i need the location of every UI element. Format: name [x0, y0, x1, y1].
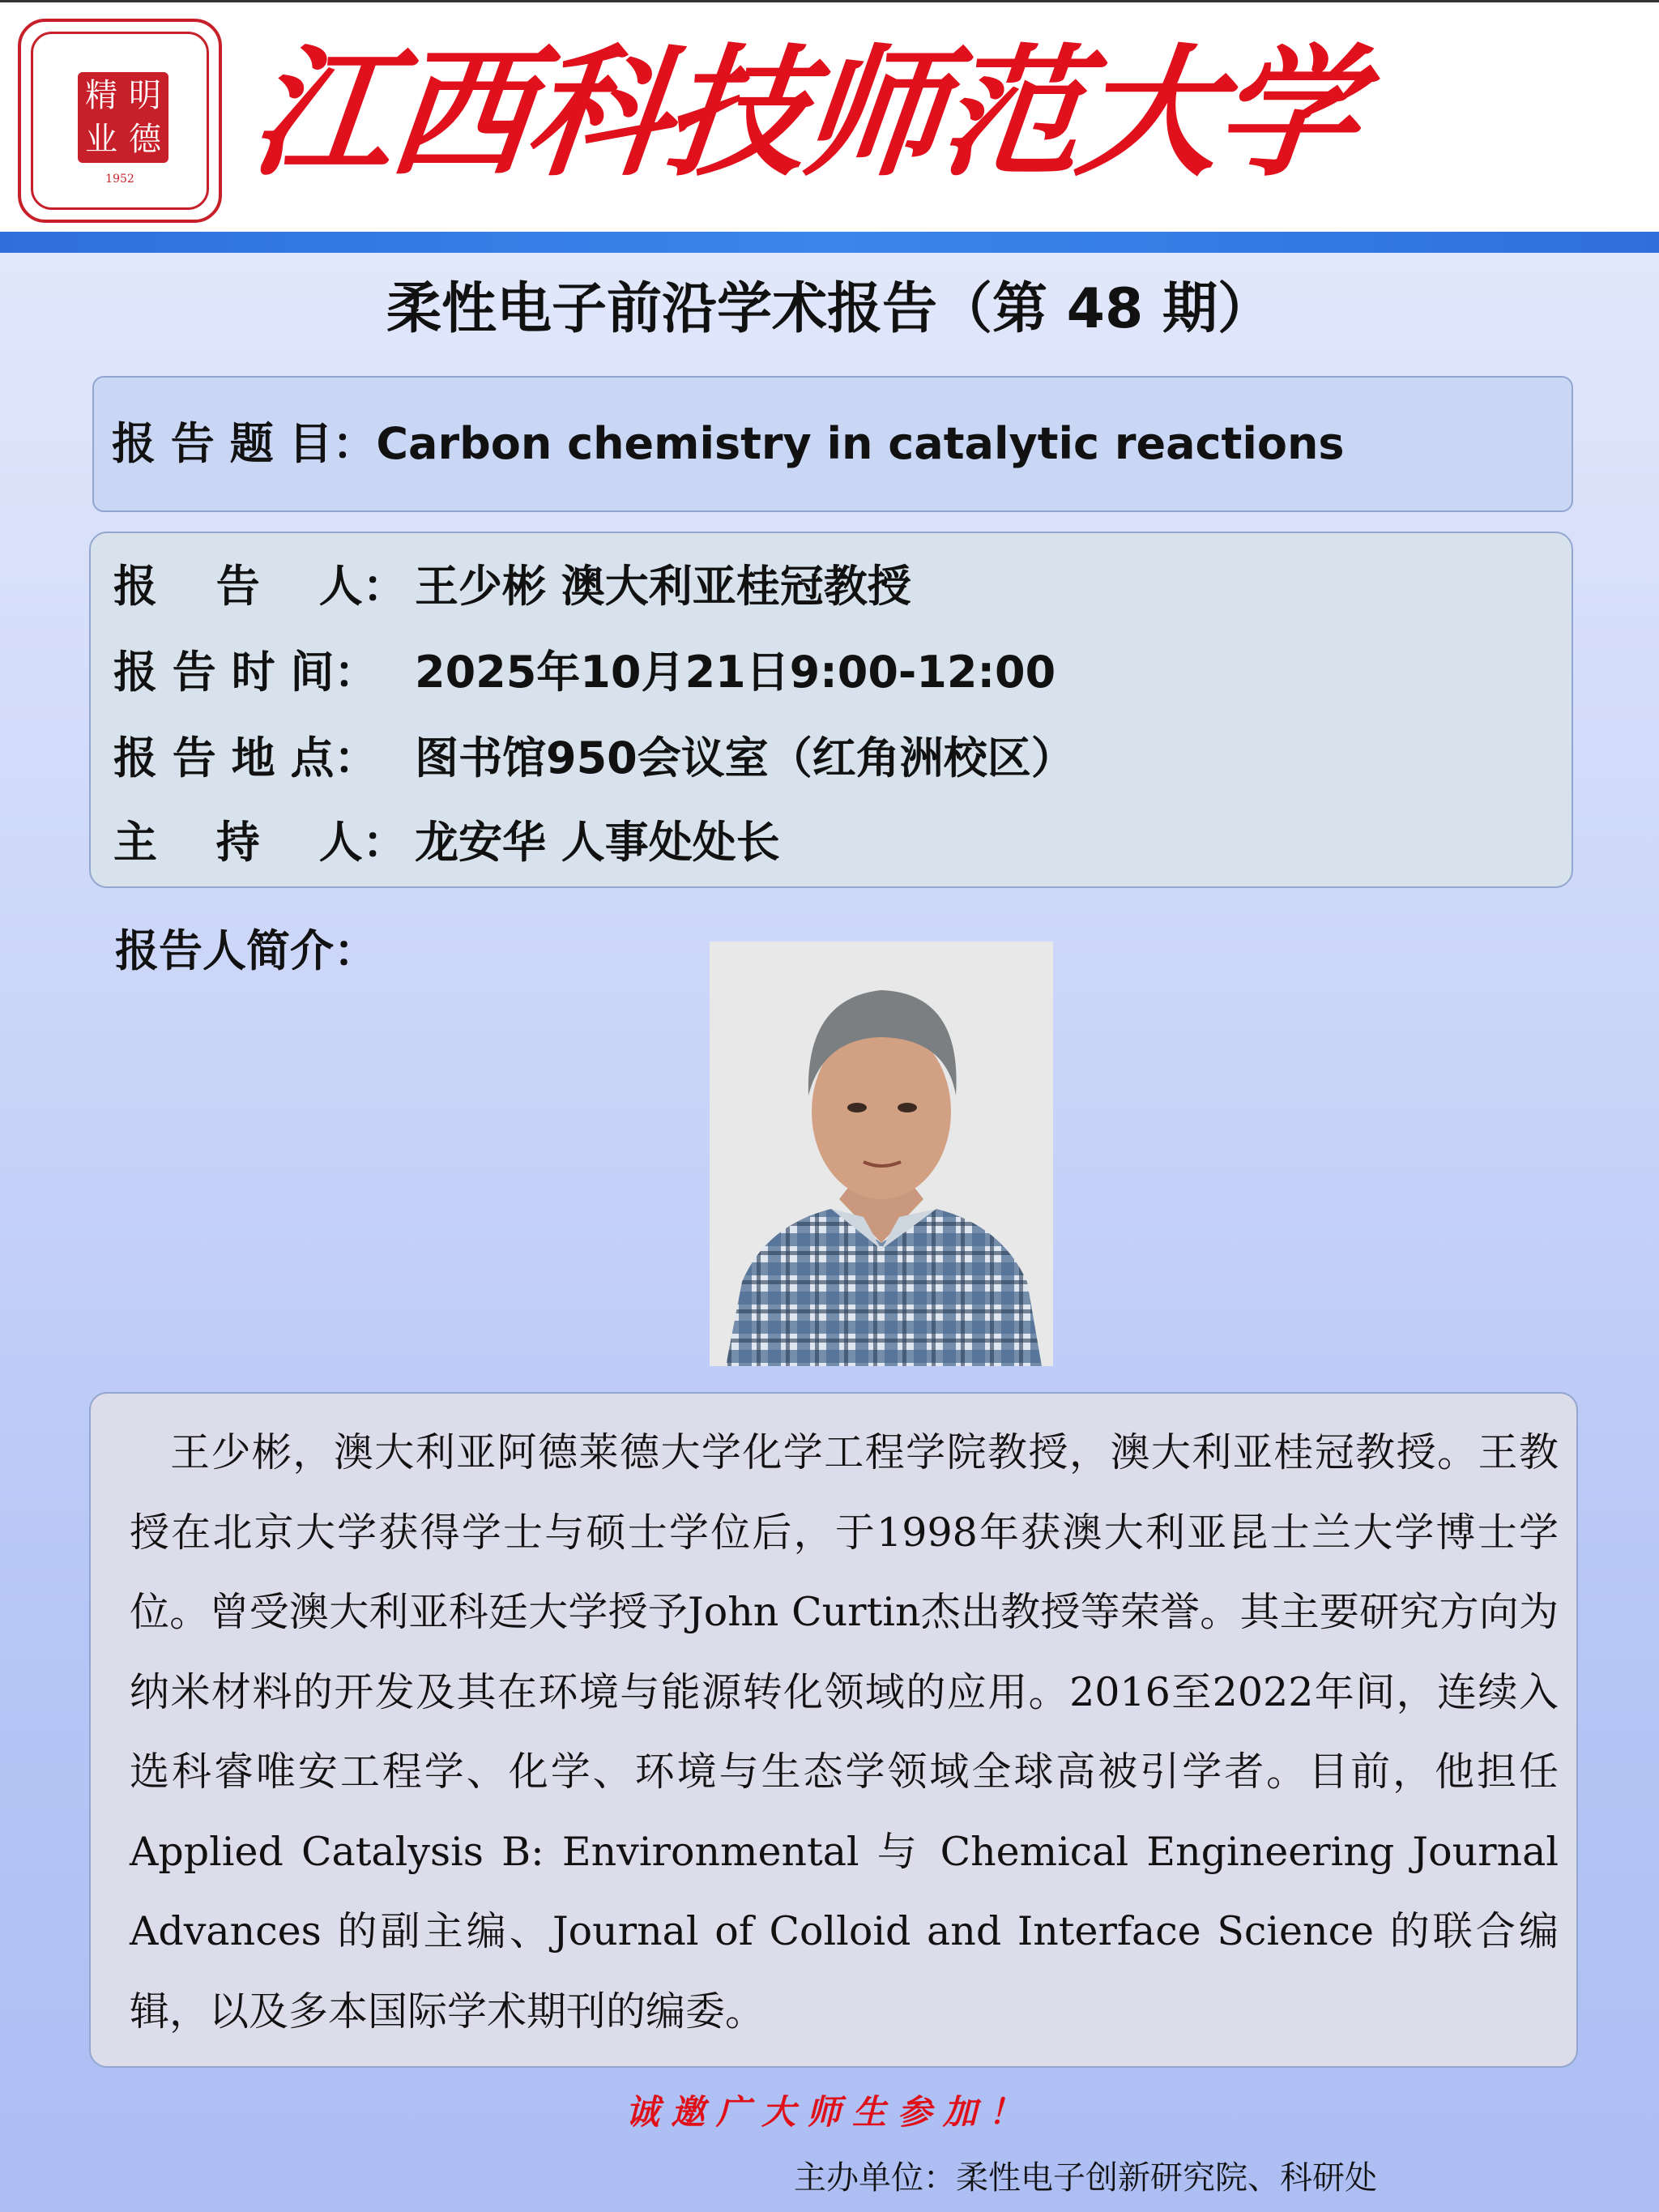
bio-box: [89, 1392, 1578, 2068]
logo-seal: [78, 72, 168, 163]
info-box: [89, 532, 1573, 888]
info-row-time: [113, 643, 1056, 702]
invitation-text: 诚邀广大师生参加！: [625, 2092, 1034, 2132]
topic-line: [112, 415, 1345, 473]
info-row-host: [113, 813, 780, 872]
info-row-location: [113, 729, 1075, 788]
speaker-photo: [710, 942, 1053, 1366]
info-label: 报 告 时 间：: [113, 647, 378, 698]
speaker-portrait-icon: [710, 942, 1053, 1366]
info-value: 王少彬 澳大利亚桂冠教授: [415, 561, 911, 612]
organizer-text: 主办单位：柔性电子创新研究院、科研处: [794, 2159, 1377, 2197]
logo-year: 1952: [105, 173, 134, 186]
seal-char: 德: [129, 121, 161, 158]
seal-char: 明: [129, 77, 161, 114]
header-banner: [0, 0, 1659, 234]
bio-heading: 报告人简介：: [115, 925, 377, 976]
university-logo: [18, 19, 222, 223]
info-value: 图书馆950会议室（红角洲校区）: [415, 732, 1075, 784]
info-value: 2025年10月21日9:00-12:00: [415, 647, 1056, 698]
bio-text: 王少彬，澳大利亚阿德莱德大学化学工程学院教授，澳大利亚桂冠教授。王教授在北京大学获得学士与硕士学位后，于1998年获澳大利亚昆士兰大学博士学位。曾受澳大利亚科廷大学授予John Curtin杰出教授等荣誉。其主要研究方向为纳米材料的开发及其在环境与能源转化领域的应用。2016至2022年间，连续入选科睿唯安工程学、化学、环境与生态学领域全球高被引学者。目前，他担任Applied Catalysis B: Environmental 与 Chemical Engineering Journal Advances 的副主编、Journal of Colloid and Interface Science 的联合编辑，以及多本国际学术期刊的编委。: [130, 1429, 1559, 2035]
topic-label: 报 告 题 目：: [112, 418, 377, 469]
topic-box: [92, 376, 1573, 512]
seal-char: 业: [85, 121, 117, 158]
info-row-speaker: [113, 557, 911, 616]
seal-char: 精: [85, 77, 117, 114]
info-label: 报 告 地 点：: [113, 732, 378, 784]
topic-value: Carbon chemistry in catalytic reactions: [376, 418, 1345, 469]
page-title: 柔性电子前沿学术报告（第 48 期）: [386, 277, 1273, 341]
header-divider-bar: [0, 232, 1659, 253]
university-wordmark: 江西科技师范大学: [244, 31, 1363, 196]
info-label: 主 持 人：: [113, 817, 407, 868]
info-label: 报 告 人：: [113, 561, 407, 612]
info-value: 龙安华 人事处处长: [415, 817, 780, 868]
